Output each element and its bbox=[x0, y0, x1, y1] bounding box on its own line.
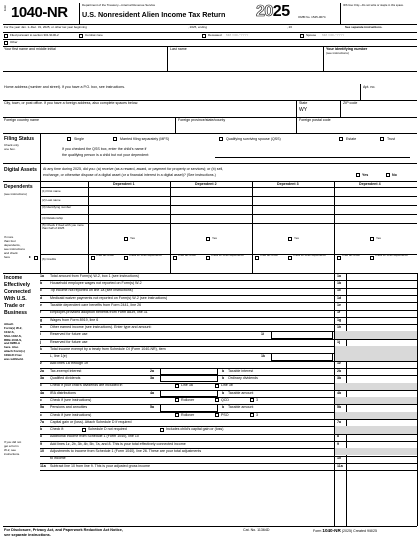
line-cont-11-shaded bbox=[335, 353, 417, 360]
pair-c-4-check-2[interactable] bbox=[215, 398, 219, 402]
line-k-10-shaded bbox=[335, 346, 417, 353]
pair-c-4-check-3-label: 3 bbox=[256, 397, 258, 402]
line-j-9-text: Reserved for future use bbox=[50, 339, 88, 344]
line-1a-0-ref: 1a bbox=[337, 273, 341, 278]
dependent-3-lived-checkbox[interactable] bbox=[288, 237, 292, 241]
income-title-4: With U.S. bbox=[4, 296, 27, 303]
attach-8: attach Form(s) bbox=[4, 349, 25, 354]
tail-b-1-check-1-label: Schedule D not required bbox=[88, 427, 127, 432]
attach-7: here. Also bbox=[4, 345, 19, 350]
pair-c-2-check-1-label: Line 3a bbox=[181, 383, 193, 388]
dependents-more-2: than four bbox=[4, 239, 16, 243]
tax-year bbox=[256, 3, 290, 21]
pair-3a-1-mid-ref: 3a bbox=[150, 376, 154, 380]
line-i-8-mid-ref: 1i bbox=[261, 332, 264, 337]
pair-3a-1-mid-amount[interactable] bbox=[160, 375, 218, 382]
irs-use-only: IRS Use Only—Do not write or staple in this space. bbox=[343, 4, 404, 7]
pair-c-4-check-2-label: QCD bbox=[221, 397, 229, 402]
pair-4a-3-ref: 4b bbox=[337, 390, 342, 395]
income-title-2: Effectively bbox=[4, 282, 30, 289]
pair-c-6-shaded bbox=[335, 412, 417, 419]
dependent-1-odc-checkbox[interactable] bbox=[124, 256, 128, 260]
pair-c-6-text: Check if (see instructions) bbox=[50, 412, 92, 417]
digital-assets-title: Digital Assets bbox=[4, 167, 37, 173]
trust-label: Trust bbox=[387, 137, 396, 141]
line-f-5-amount[interactable] bbox=[347, 310, 416, 317]
filed-pursuant-checkbox[interactable] bbox=[4, 34, 8, 38]
line-f-5-number: f bbox=[40, 310, 42, 315]
identifying-number-sub: (see instructions) bbox=[326, 51, 349, 55]
line-d-3-number: d bbox=[40, 295, 43, 300]
foreign-country-label: Foreign country name bbox=[4, 118, 39, 122]
attach-4: SSA-1042-S, bbox=[4, 333, 22, 338]
see-separate-instructions: See separate instructions. bbox=[345, 25, 383, 29]
last-name-label: Last name bbox=[170, 47, 187, 51]
form-word: Form bbox=[4, 5, 7, 12]
arrow-right-icon: ▸ bbox=[29, 254, 32, 259]
foreign-province-field[interactable] bbox=[178, 124, 293, 132]
tail-9-3-number: 9 bbox=[40, 441, 42, 446]
line-f-5-ref: 1f bbox=[337, 310, 341, 315]
pair-2a-0-mid-amount[interactable] bbox=[160, 368, 218, 375]
state-label: State bbox=[299, 101, 308, 105]
line-j-9-ref: 1j bbox=[337, 339, 340, 344]
dependent-2-ctc-label: Child tax credit bbox=[178, 254, 196, 257]
tail-11a-6-ref: 11a bbox=[337, 463, 343, 468]
tail-b-1-text: Check if: bbox=[50, 427, 64, 432]
pair-c-6-number: c bbox=[40, 412, 42, 417]
tail-b-1-check-2[interactable] bbox=[160, 428, 164, 432]
pair-2a-0-ref: 2b bbox=[337, 368, 342, 373]
line-d-3-text: Medicaid waiver payments not reported on Form(s) W-2 (see instructions) bbox=[50, 295, 168, 300]
pair-2a-0-mid-ref: 2a bbox=[150, 368, 154, 373]
year-end-field[interactable] bbox=[227, 26, 287, 31]
combat-zone-checkbox[interactable] bbox=[79, 34, 83, 38]
year-bold: 25 bbox=[272, 3, 290, 20]
pair-c-6-check-2-label: PSO bbox=[221, 412, 229, 417]
pair-c-2-check-2-label: Line 3b bbox=[221, 383, 233, 388]
line-i-8-shaded bbox=[335, 331, 417, 338]
first-name-field[interactable] bbox=[4, 56, 164, 70]
dep-row-first-name: (1) First name bbox=[42, 189, 61, 193]
dependents-more-3: dependents, bbox=[4, 243, 21, 247]
line-z-12-amount[interactable] bbox=[347, 361, 416, 368]
pair-4a-3-mid-amount[interactable] bbox=[160, 390, 218, 397]
dependent-2-odc-label: Credit for other dependents bbox=[211, 254, 244, 257]
spouse-date[interactable]: MM / DD / YYYY bbox=[322, 33, 345, 37]
line-z-12-text: Add lines 1a through 1h bbox=[50, 361, 88, 366]
line-g-6-number: g bbox=[40, 317, 43, 322]
line-c-2-number: c bbox=[40, 288, 42, 293]
tail-10-4-number: 10 bbox=[40, 449, 44, 453]
no-w2-3: W-2, see bbox=[4, 447, 16, 452]
dependent-4-first-name[interactable] bbox=[336, 188, 414, 195]
dep-row-last-name: (2) Last name bbox=[42, 198, 61, 202]
line-g-6-text: Wages from Form 8919, line 6 bbox=[50, 317, 99, 322]
line-1a-0-amount[interactable] bbox=[347, 273, 416, 280]
tail-b-1-shaded bbox=[335, 426, 417, 433]
attach-10: was withheld. bbox=[4, 357, 24, 362]
dependent-2-ctc-checkbox[interactable] bbox=[173, 256, 177, 260]
zip-label: ZIP code bbox=[343, 101, 358, 105]
pair-5a-5-mid-ref: 5a bbox=[150, 405, 154, 410]
estate-label: Estate bbox=[346, 137, 357, 141]
dependent-col-3: Dependent 3 bbox=[277, 182, 299, 186]
tail-9-3-text: Add lines 1z, 2b, 3b, 4b, 5b, 7a, and 8. This is your total effectively connected income bbox=[50, 441, 186, 446]
foreign-postal-label: Foreign postal code bbox=[299, 118, 331, 122]
dependents-more-6: here bbox=[4, 255, 11, 259]
home-address-label: Home address (number and street). If you have a P.O. box, see instructions. bbox=[4, 85, 125, 89]
pair-5a-5-right-letter: b bbox=[222, 405, 225, 410]
pair-c-6-check-1-label: Rollover bbox=[181, 412, 195, 417]
filed-pursuant-label: Filed pursuant to section 301.9100-2 bbox=[10, 33, 59, 37]
dependent-3-ctc-label: Child tax credit bbox=[260, 254, 278, 257]
pair-c-4-check-3[interactable] bbox=[250, 398, 254, 402]
line-e-4-amount[interactable] bbox=[347, 302, 416, 309]
deceased-date[interactable]: MM / DD / YYYY bbox=[226, 33, 249, 37]
pair-2a-0-text: Tax-exempt interest bbox=[50, 368, 82, 373]
omb-number: OMB No. 1545-0074 bbox=[298, 15, 326, 19]
pair-c-4-shaded bbox=[335, 397, 417, 404]
catalog-number: Cat. No. 11364D bbox=[243, 528, 270, 532]
city-field[interactable] bbox=[4, 107, 294, 115]
tail-cont-5-ref: 10 bbox=[337, 456, 341, 461]
pair-4a-3-amount[interactable] bbox=[347, 390, 416, 397]
line-k-10-number: k bbox=[40, 346, 42, 351]
year-light: 20 bbox=[256, 3, 273, 20]
income-title-5: Trade or bbox=[4, 303, 25, 310]
dependent-1-lived-checkbox[interactable] bbox=[124, 237, 128, 241]
foreign-country-field[interactable] bbox=[4, 124, 134, 132]
line-c-2-text: Tip income not reported on line 1a (see instructions) bbox=[50, 288, 133, 293]
dep-row-id-number: (3) Identifying number bbox=[42, 205, 72, 209]
digital-yes-checkbox[interactable] bbox=[356, 173, 360, 177]
single-checkbox[interactable] bbox=[67, 137, 71, 141]
pair-5a-5-right-text: Taxable amount bbox=[228, 405, 254, 410]
tail-7a-0-ref: 7a bbox=[337, 419, 341, 424]
dependents-sub: (see instructions) bbox=[4, 192, 27, 196]
last-name-field[interactable] bbox=[170, 56, 320, 70]
pair-c-6-check-3[interactable] bbox=[250, 413, 254, 417]
line-h-7-text: Other earned income (see instructions). Enter type and amount: bbox=[50, 324, 152, 329]
dependents-more-5: and check bbox=[4, 251, 18, 255]
tail-b-1-check-2-label: Includes child's capital gain or (loss) bbox=[166, 427, 224, 432]
no-w2-note bbox=[4, 441, 21, 457]
tail-11a-6-text: Subtract line 10 from line 9. This is your adjusted gross income bbox=[50, 463, 151, 468]
line-1a-0-text: Total amount from Form(s) W-2, box 1 (see instructions) bbox=[50, 273, 140, 278]
tail-7a-0-number: 7a bbox=[40, 419, 44, 424]
pair-4a-3-mid-ref: 4a bbox=[150, 390, 154, 395]
line-d-3-amount[interactable] bbox=[347, 295, 416, 302]
trust-checkbox[interactable] bbox=[380, 137, 384, 141]
pair-2a-0-right-letter: b bbox=[222, 368, 225, 373]
income-title-6: Business bbox=[4, 310, 28, 317]
digital-yes-label: Yes bbox=[362, 173, 369, 177]
attach-6: and 8288-A bbox=[4, 341, 21, 346]
foreign-postal-field[interactable] bbox=[299, 124, 414, 132]
tail-8-2-ref: 8 bbox=[337, 434, 339, 439]
tail-8-2-number: 8 bbox=[40, 434, 42, 439]
qss-note-1: If you checked the QSS box, enter the child's name if bbox=[62, 147, 147, 151]
pair-4a-3-text: IRA distributions bbox=[50, 390, 76, 395]
income-title bbox=[4, 275, 31, 317]
dependent-4-ctc-label: Child tax credit bbox=[342, 254, 360, 257]
digital-question-1: At any time during 2025, did you: (a) receive (as a reward, award, or payment for property or services); or (b) sell, bbox=[43, 167, 224, 171]
pair-2a-0-right-text: Taxable interest bbox=[228, 368, 254, 373]
pair-2a-0-amount[interactable] bbox=[347, 368, 416, 375]
privacy-notice-2: see separate instructions. bbox=[4, 533, 51, 537]
tail-10-4-shaded bbox=[335, 448, 417, 455]
form-title: U.S. Nonresident Alien Income Tax Return bbox=[82, 10, 226, 19]
dependent-col-4: Dependent 4 bbox=[359, 182, 381, 186]
amount-col-right bbox=[417, 273, 418, 526]
deceased-checkbox[interactable] bbox=[202, 34, 206, 38]
deceased-label: Deceased bbox=[208, 33, 222, 37]
identifying-number-label: Your identifying number bbox=[326, 47, 368, 51]
pair-c-2-check-2[interactable] bbox=[215, 384, 219, 388]
tail-9-3-ref: 9 bbox=[337, 441, 339, 446]
pair-c-2-text: Check if your child's dividends are included in bbox=[50, 383, 123, 388]
header-divider-2 bbox=[340, 3, 341, 24]
dependent-3-yes-label: Yes bbox=[294, 236, 299, 240]
pair-3a-1-number: 3a bbox=[40, 376, 44, 380]
line-d-3-ref: 1d bbox=[337, 295, 342, 300]
other-checkbox[interactable] bbox=[4, 41, 8, 45]
dependent-4-odc-label: Credit for other dependents bbox=[375, 254, 408, 257]
line-c-2-ref: 1c bbox=[337, 288, 341, 293]
ending-text: , 2025, ending bbox=[188, 25, 208, 29]
single-label: Single bbox=[74, 137, 84, 141]
tail-11a-6-number: 11a bbox=[40, 463, 46, 468]
pair-c-6-check-2[interactable] bbox=[215, 413, 219, 417]
line-h-7-ref: 1h bbox=[337, 324, 342, 329]
tail-cont-5-amount[interactable] bbox=[347, 456, 416, 463]
tail-7a-0-text: Capital gain or (loss). Attach Schedule D if required bbox=[50, 419, 132, 424]
footer-form-number: 1040-NR bbox=[322, 528, 341, 533]
dependent-col-2: Dependent 2 bbox=[195, 182, 217, 186]
digital-no-checkbox[interactable] bbox=[386, 173, 390, 177]
line-i-8-mid-amount[interactable] bbox=[271, 331, 333, 338]
combat-zone-label: Combat zone bbox=[85, 33, 103, 37]
line-j-9-number: j bbox=[40, 339, 41, 344]
pair-4a-3-number: 4a bbox=[40, 390, 44, 395]
line-c-2-amount[interactable] bbox=[347, 288, 416, 295]
no-w2-2: get a Form bbox=[4, 443, 19, 448]
dependent-2-first-name[interactable] bbox=[172, 188, 250, 195]
dependent-4-ctc-checkbox[interactable] bbox=[337, 256, 341, 260]
tail-9-3-amount[interactable] bbox=[347, 441, 416, 448]
line-e-4-ref: 1e bbox=[337, 303, 341, 307]
dep-row-credits: (6) Credits bbox=[42, 257, 57, 261]
line-z-12-ref: 1z bbox=[337, 361, 341, 366]
pair-c-4-check-1[interactable] bbox=[175, 398, 179, 402]
apt-label: Apt. no. bbox=[363, 85, 376, 89]
pair-2a-0-number: 2a bbox=[40, 368, 44, 373]
dependent-col-1: Dependent 1 bbox=[113, 182, 135, 186]
dependent-4-lived-checkbox[interactable] bbox=[370, 237, 374, 241]
line-e-4-text: Taxable dependent care benefits from Form 2441, line 26 bbox=[50, 303, 142, 307]
dependent-1-yes-label: Yes bbox=[130, 236, 135, 240]
tail-7a-0-amount[interactable] bbox=[347, 419, 416, 426]
pair-c-4-number: c bbox=[40, 397, 42, 402]
pair-4a-3-right-letter: b bbox=[222, 390, 225, 395]
apt-field[interactable] bbox=[363, 91, 415, 99]
estate-checkbox[interactable] bbox=[339, 137, 343, 141]
dependents-more-4: see instructions bbox=[4, 247, 25, 251]
spouse-checkbox[interactable] bbox=[300, 34, 304, 38]
header-divider bbox=[79, 3, 80, 24]
line-i-8-text: Reserved for future use bbox=[50, 332, 88, 337]
dependent-3-first-name[interactable] bbox=[254, 188, 332, 195]
no-w2-4: instructions. bbox=[4, 451, 21, 456]
pair-5a-5-ref: 5b bbox=[337, 405, 342, 410]
qss-checkbox[interactable] bbox=[219, 137, 223, 141]
pair-5a-5-number: 5a bbox=[40, 405, 44, 410]
pair-3a-1-right-letter: b bbox=[222, 376, 225, 380]
first-name-label: Your first name and middle initial bbox=[4, 47, 56, 51]
dependent-2-lived-checkbox[interactable] bbox=[206, 237, 210, 241]
line-b-1-amount[interactable] bbox=[347, 280, 416, 287]
attach-3: 1042-S, bbox=[4, 329, 15, 334]
line-cont-11-mid-amount[interactable] bbox=[271, 353, 333, 360]
line-b-1-ref: 1b bbox=[337, 281, 342, 286]
qss-label: Qualifying surviving spouse (QSS) bbox=[226, 137, 281, 141]
pair-5a-5-amount[interactable] bbox=[347, 404, 416, 411]
pair-c-6-check-3-label: 3 bbox=[256, 412, 258, 417]
line-j-9-amount[interactable] bbox=[347, 339, 416, 346]
dependent-4-odc-checkbox[interactable] bbox=[370, 256, 374, 260]
pair-3a-1-right-text: Ordinary dividends bbox=[228, 376, 258, 380]
line-cont-11-text: L, line 1(e) bbox=[50, 354, 67, 359]
line-f-5-text: Employer-provided adoption benefits from Form 8839, line 31 bbox=[50, 310, 148, 315]
tail-cont-5-text: to income bbox=[50, 456, 66, 461]
dependent-1-odc-label: Credit for other dependents bbox=[129, 254, 162, 257]
no-w2-1: If you did not bbox=[4, 440, 22, 444]
footer-form bbox=[313, 528, 377, 533]
tax-year-text: For the year Jan. 1–Dec. 31, 2025, or other tax year beginning bbox=[4, 25, 87, 29]
line-g-6-amount[interactable] bbox=[347, 317, 416, 324]
year-begin-field[interactable] bbox=[130, 26, 188, 31]
line-i-8-number: i bbox=[40, 332, 41, 337]
dep-row-lived-with: (5) Check if lived with you more than half of 2025 bbox=[42, 223, 84, 231]
line-h-7-number: h bbox=[40, 324, 43, 329]
pair-c-2-check-1[interactable] bbox=[175, 384, 179, 388]
pair-c-4-check-1-label: Rollover bbox=[181, 397, 195, 402]
attach-1: Attach bbox=[4, 322, 14, 326]
identifying-number-field[interactable] bbox=[326, 58, 416, 70]
tail-b-1-number: b bbox=[40, 427, 43, 432]
mfs-label: Married filing separately (MFS) bbox=[120, 137, 170, 141]
pair-c-6-check-1[interactable] bbox=[175, 413, 179, 417]
tail-8-2-text: Additional income from Schedule 1 (Form 1040), line 10 bbox=[50, 434, 139, 439]
pair-c-4-text: Check if (see instructions) bbox=[50, 397, 92, 402]
pair-3a-1-amount[interactable] bbox=[347, 375, 416, 382]
dependent-3-odc-label: Credit for other dependents bbox=[293, 254, 326, 257]
dependent-3-ctc-checkbox[interactable] bbox=[255, 256, 259, 260]
attach-2: Form(s) W-2, bbox=[4, 325, 23, 330]
attach-5: RRB-1042-S, bbox=[4, 337, 23, 342]
pair-5a-5-text: Pensions and annuities bbox=[50, 405, 88, 410]
attach-forms-note bbox=[4, 323, 25, 362]
filing-status-sub1: Check only bbox=[4, 143, 19, 147]
pair-3a-1-ref: 3b bbox=[337, 376, 342, 380]
mfs-checkbox[interactable] bbox=[113, 137, 117, 141]
digital-question-2: exchange, or otherwise dispose of a digital asset (or a financial interest in a digital asset)? (See instructions.) bbox=[43, 173, 216, 177]
digital-no-label: No bbox=[392, 173, 397, 177]
tail-11a-6-rule bbox=[40, 470, 417, 471]
form-number: 1040-NR bbox=[11, 4, 68, 21]
dependent-4-yes-label: Yes bbox=[376, 236, 381, 240]
qss-note-2: the qualifying person is a child but not your dependent: bbox=[62, 153, 150, 157]
pair-c-2-shaded bbox=[335, 383, 417, 390]
zip-field[interactable] bbox=[343, 107, 415, 115]
qss-child-name-field[interactable] bbox=[215, 152, 410, 158]
pair-4a-3-right-text: Taxable amount bbox=[228, 390, 254, 395]
line-e-4-number: e bbox=[40, 303, 42, 307]
line-b-1-number: b bbox=[40, 281, 43, 286]
other-label: Other bbox=[10, 40, 18, 44]
line-cont-11-mid-ref: 1k bbox=[261, 354, 265, 359]
dependent-1-ctc-label: Child tax credit bbox=[96, 254, 114, 257]
comma-20: , 20 bbox=[287, 25, 293, 29]
dep-row-relationship: (4) Relationship bbox=[42, 216, 64, 220]
city-label: City, town, or post office. If you have a foreign address, also complete spaces below. bbox=[4, 101, 139, 105]
line-1a-0-number: 1a bbox=[40, 273, 44, 278]
filing-status-title: Filing Status bbox=[4, 136, 34, 142]
department: Department of the Treasury—Internal Revenue Service bbox=[82, 3, 156, 7]
line-g-6-ref: 1g bbox=[337, 317, 342, 322]
dependent-1-ctc-checkbox[interactable] bbox=[91, 256, 95, 260]
dependent-3-odc-checkbox[interactable] bbox=[288, 256, 292, 260]
footer-form-word: Form bbox=[313, 529, 322, 533]
tail-11a-6-amount[interactable] bbox=[347, 463, 416, 470]
home-address-field[interactable] bbox=[4, 91, 344, 99]
footer-created: (2025) Created 9/8/25 bbox=[341, 529, 377, 533]
line-b-1-text: Household employee wages not reported on Form(s) W-2 bbox=[50, 281, 142, 286]
dependents-title: Dependents bbox=[4, 184, 33, 190]
pair-3a-1-text: Qualified dividends bbox=[50, 376, 81, 380]
foreign-province-label: Foreign province/state/county bbox=[178, 118, 226, 122]
privacy-notice-1: For Disclosure, Privacy Act, and Paperwork Reduction Act Notice, bbox=[4, 528, 123, 532]
attach-9: 1099-R if tax bbox=[4, 353, 22, 358]
dependent-1-first-name[interactable] bbox=[90, 188, 168, 195]
tail-10-4-text: Adjustments to income from Schedule 1 (Form 1040), line 26. These are your total adjustments bbox=[50, 449, 202, 453]
tail-8-2-amount[interactable] bbox=[347, 434, 416, 441]
dependents-more-1: If more bbox=[4, 235, 14, 239]
line-z-12-number: z bbox=[40, 361, 42, 366]
pair-5a-5-mid-amount[interactable] bbox=[160, 404, 218, 411]
income-title-3: Connected bbox=[4, 289, 31, 296]
line-k-10-text: Total income exempt by a treaty from Schedule OI (Form 1040-NR), item bbox=[50, 346, 166, 351]
dependent-2-odc-checkbox[interactable] bbox=[206, 256, 210, 260]
pair-c-2-number: c bbox=[40, 383, 42, 388]
filing-status-sub2: one box. bbox=[4, 147, 16, 151]
state-field[interactable]: WY bbox=[299, 107, 308, 113]
income-title-1: Income bbox=[4, 275, 23, 281]
dependent-2-yes-label: Yes bbox=[212, 236, 217, 240]
line-h-7-amount[interactable] bbox=[347, 324, 416, 331]
tail-b-1-check-1[interactable] bbox=[82, 428, 86, 432]
more-dependents-checkbox[interactable] bbox=[34, 256, 38, 260]
spouse-label: Spouse bbox=[306, 33, 317, 37]
